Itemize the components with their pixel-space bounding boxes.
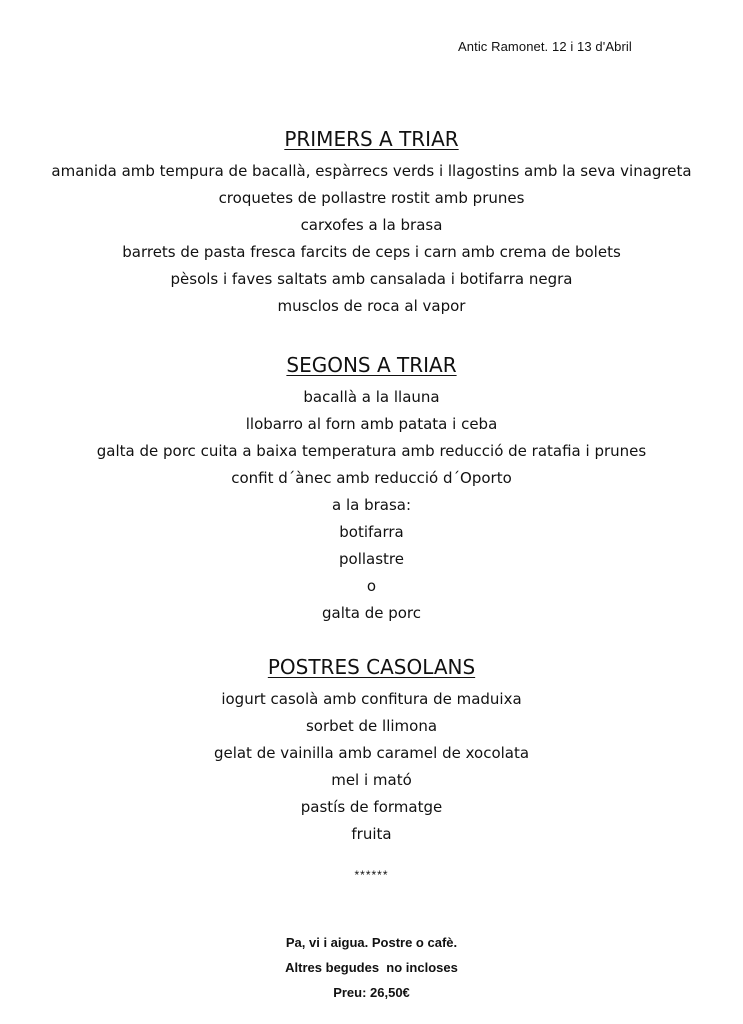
list-item: musclos de roca al vapor: [277, 297, 466, 315]
menu-list-postres: [0, 686, 743, 848]
list-item: bacallà a la llauna: [303, 388, 440, 406]
list-item: confit d´ànec amb reducció d´Oporto: [231, 469, 512, 487]
list-item: a la brasa:: [331, 496, 412, 514]
list-item: galta de porc: [321, 604, 422, 622]
list-item: fruita: [351, 825, 392, 843]
section-title-segons: SEGONS A TRIAR: [286, 353, 457, 377]
list-item: amanida amb tempura de bacallà, espàrrecs verds i llagostins amb la seva vinagreta: [51, 162, 692, 180]
menu-list-primers: [0, 158, 743, 320]
list-item: o: [366, 577, 377, 595]
footer-line-includes: Pa, vi i aigua. Postre o cafè.: [285, 935, 458, 950]
list-item: pèsols i faves saltats amb cansalada i botifarra negra: [170, 270, 573, 288]
list-item: croquetes de pollastre rostit amb prunes: [218, 189, 525, 207]
menu-list-segons: [0, 384, 743, 627]
header-note: Antic Ramonet. 12 i 13 d'Abril: [458, 39, 632, 54]
list-item: barrets de pasta fresca farcits de ceps i carn amb crema de bolets: [122, 243, 621, 261]
list-item: mel i mató: [331, 771, 412, 789]
footer: [0, 930, 743, 1005]
list-item: sorbet de llimona: [305, 717, 438, 735]
section-title-postres: POSTRES CASOLANS: [267, 655, 476, 679]
list-item: botifarra: [339, 523, 404, 541]
list-item: galta de porc cuita a baixa temperatura amb reducció de ratafia i prunes: [96, 442, 647, 460]
list-item: gelat de vainilla amb caramel de xocolata: [213, 744, 530, 762]
list-item: pollastre: [339, 550, 404, 568]
footer-line-price: Preu: 26,50€: [333, 985, 410, 1000]
list-item: carxofes a la brasa: [300, 216, 443, 234]
separator: ******: [354, 868, 389, 882]
list-item: pastís de formatge: [300, 798, 443, 816]
section-title-primers: PRIMERS A TRIAR: [284, 127, 459, 151]
list-item: llobarro al forn amb patata i ceba: [245, 415, 498, 433]
list-item: iogurt casolà amb confitura de maduixa: [221, 690, 522, 708]
footer-line-drinks: Altres begudes no incloses: [285, 960, 458, 975]
